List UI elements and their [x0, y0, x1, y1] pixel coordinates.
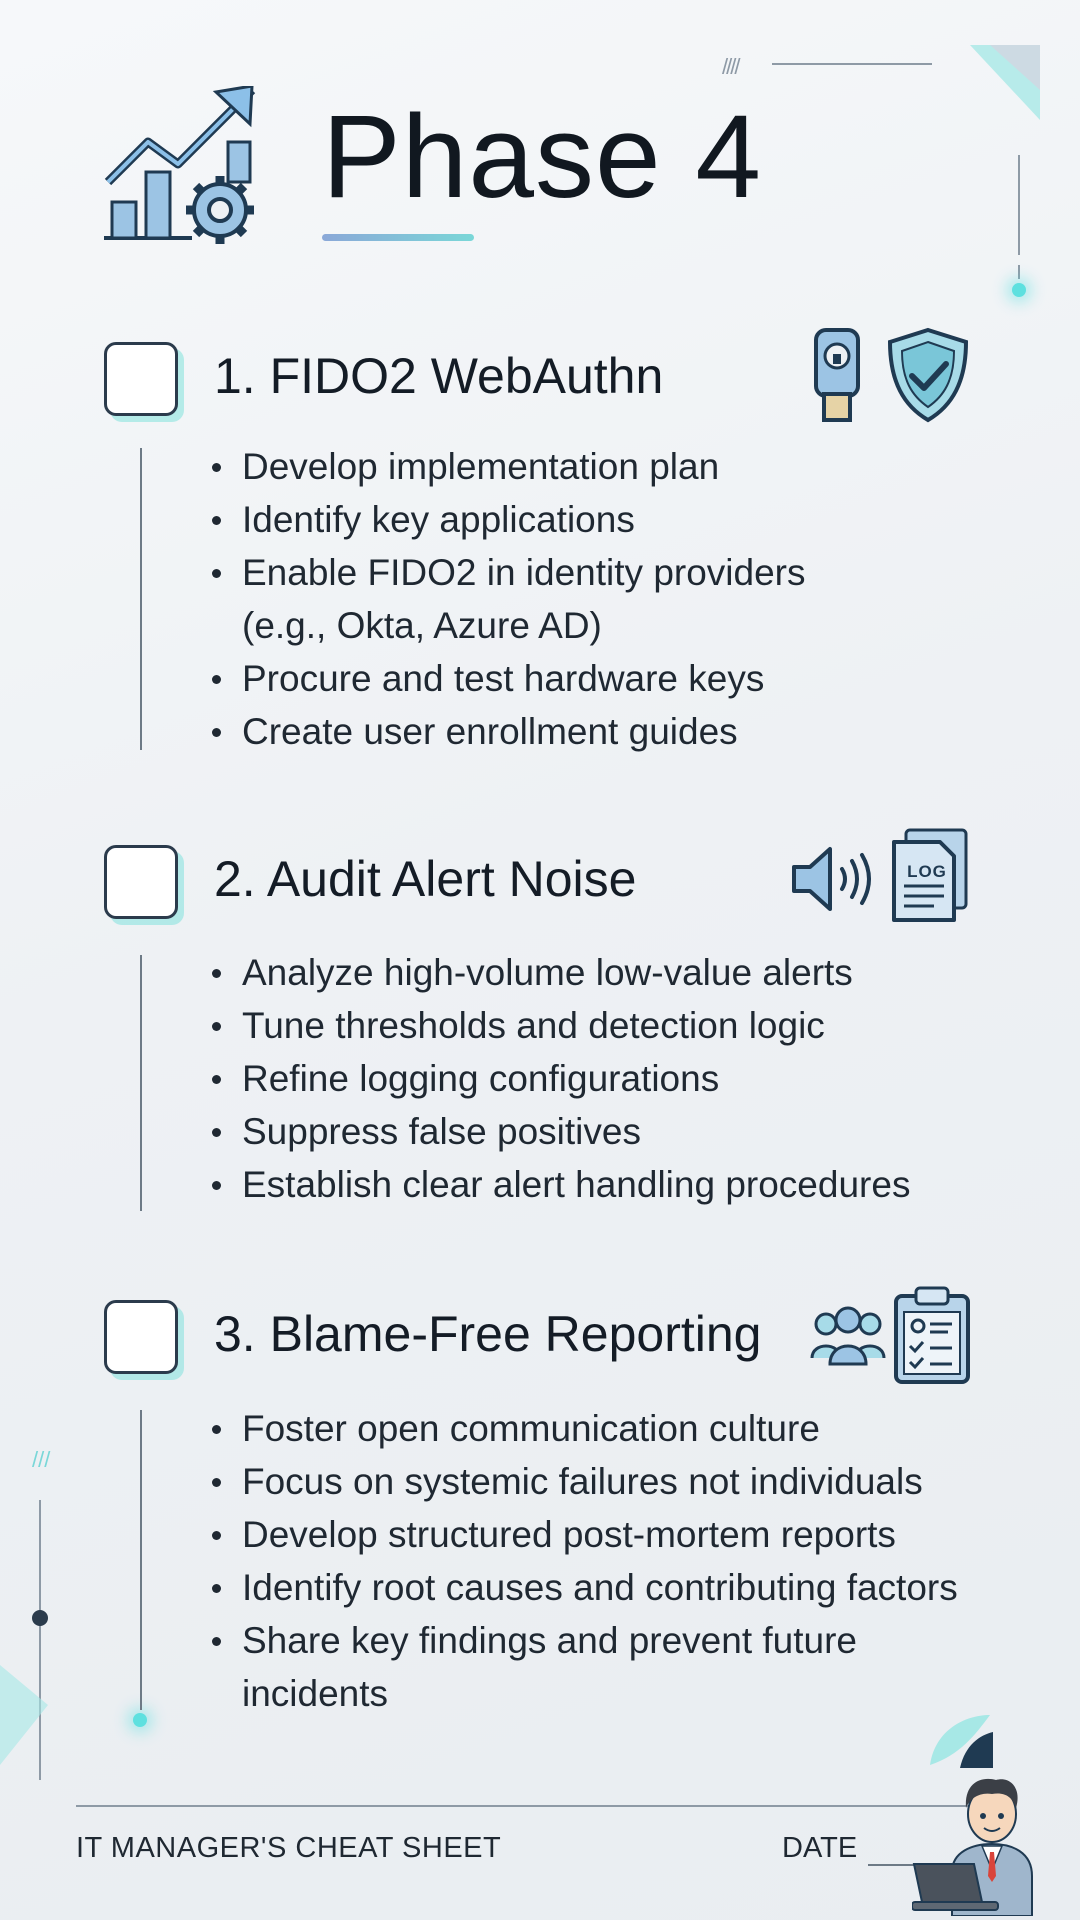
list-item: Create user enrollment guides	[242, 705, 892, 758]
decor-glow-dot-bottom	[133, 1713, 147, 1727]
list-item: Refine logging configurations	[242, 1052, 1002, 1105]
decor-left-node	[32, 1610, 48, 1626]
section-3-checkbox[interactable]	[104, 1300, 178, 1374]
footer-date-label: DATE	[782, 1832, 858, 1864]
section-2-title: 2. Audit Alert Noise	[214, 851, 637, 907]
list-item: Enable FIDO2 in identity providers (e.g., Okta, Azure AD)	[242, 546, 892, 652]
decor-left-ticks: ///	[32, 1447, 51, 1472]
list-item: Foster open communication culture	[242, 1402, 1042, 1455]
list-item: Establish clear alert handling procedures	[242, 1158, 1002, 1211]
section-3-vline	[140, 1410, 142, 1710]
section-3-title: 3. Blame-Free Reporting	[214, 1306, 762, 1362]
manager-avatar-illustration	[912, 1752, 1044, 1916]
section-1-list	[212, 440, 892, 758]
footer-rule	[76, 1805, 1001, 1807]
section-2-checkbox[interactable]	[104, 845, 178, 919]
decor-slashes: ////	[722, 54, 739, 79]
section-1-checkbox[interactable]	[104, 342, 178, 416]
section-3-list	[212, 1402, 1042, 1720]
decor-corner-triangle	[950, 45, 1040, 135]
decor-glow-dot-top	[1012, 283, 1026, 297]
list-item: Identify key applications	[242, 493, 892, 546]
list-item: Develop implementation plan	[242, 440, 892, 493]
decor-left-triangle	[0, 1665, 50, 1765]
clipboard-checklist-icon	[892, 1286, 972, 1386]
decor-top-line	[772, 63, 932, 65]
speaker-icon	[790, 843, 880, 915]
shield-check-icon	[886, 326, 970, 424]
list-item: Analyze high-volume low-value alerts	[242, 946, 1002, 999]
decor-right-dash	[1018, 265, 1020, 279]
list-item: Procure and test hardware keys	[242, 652, 892, 705]
section-2-vline	[140, 955, 142, 1211]
page-title: Phase 4	[322, 91, 762, 223]
list-item: Identify root causes and contributing factors	[242, 1561, 1042, 1614]
list-item: Share key findings and prevent future incidents	[242, 1614, 922, 1720]
list-item: Tune thresholds and detection logic	[242, 999, 1002, 1052]
section-1-vline	[140, 448, 142, 750]
footer-title: IT MANAGER'S CHEAT SHEET	[76, 1832, 502, 1864]
title-underline	[322, 234, 474, 241]
section-2-list	[212, 946, 1002, 1211]
list-item: Focus on systemic failures not individuals	[242, 1455, 1042, 1508]
section-1-title: 1. FIDO2 WebAuthn	[214, 348, 664, 404]
decor-right-line	[1018, 155, 1020, 255]
list-item: Develop structured post-mortem reports	[242, 1508, 1042, 1561]
people-group-icon	[810, 1306, 886, 1366]
list-item: Suppress false positives	[242, 1105, 1002, 1158]
growth-chart-gear-icon	[104, 86, 264, 246]
log-icon-label: LOG	[907, 862, 947, 881]
usb-security-key-icon	[812, 326, 862, 426]
